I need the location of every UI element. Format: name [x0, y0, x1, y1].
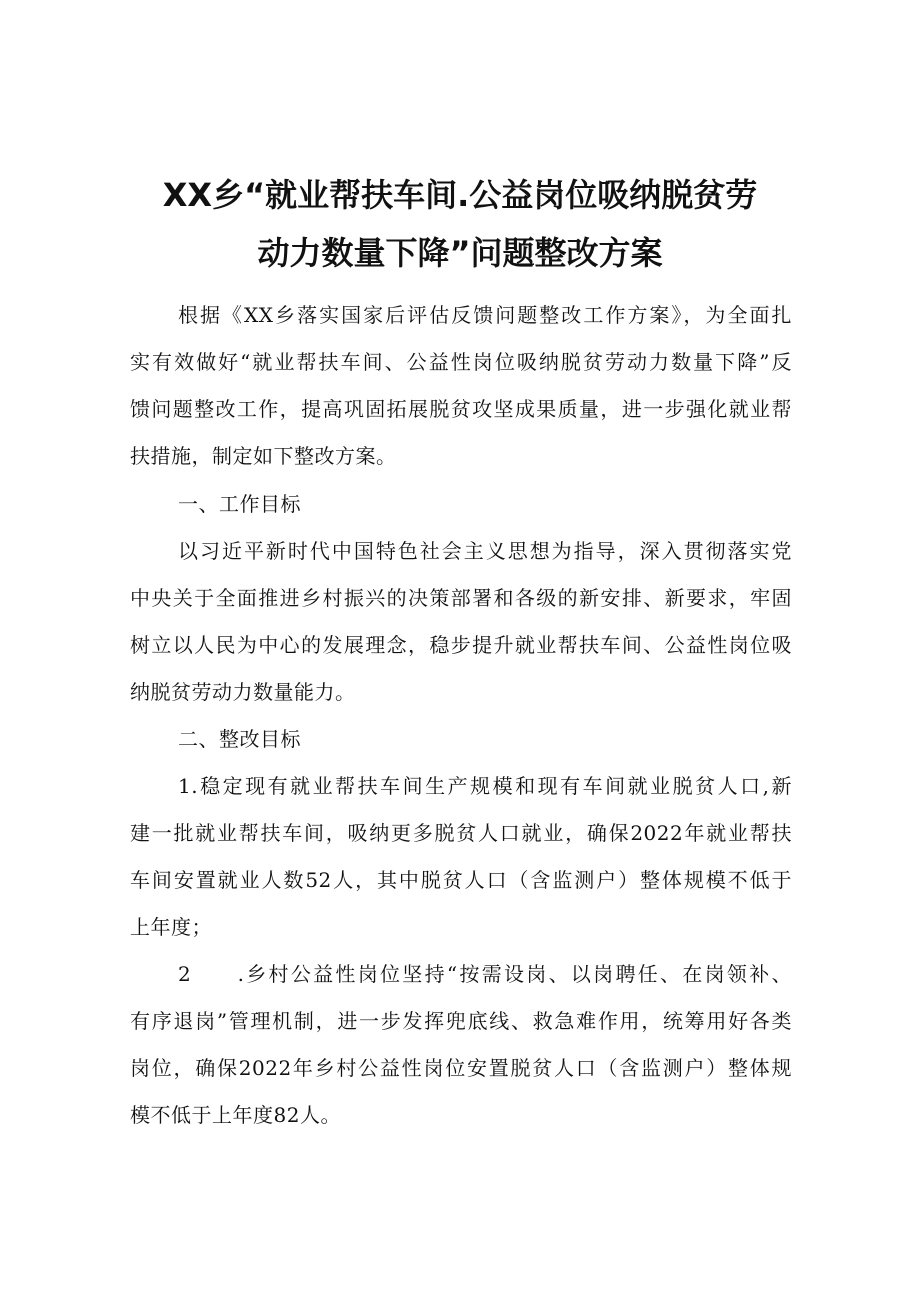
- item-1-line-2: 建一批就业帮扶车间，吸纳更多脱贫人口就业，确保2022年就业帮扶: [130, 821, 792, 845]
- section-1-line-1: 以习近平新时代中国特色社会主义思想为指导，深入贯彻落实党: [178, 539, 792, 563]
- item-2-line-2: 有序退岗”管理机制，进一步发挥兜底线、救急难作用，统筹用好各类: [130, 1009, 792, 1033]
- item-2-line-1: 2 .乡村公益性岗位坚持“按需设岗、以岗聘任、在岗领补、: [178, 962, 792, 986]
- item-1-line-1: 1.稳定现有就业帮扶车间生产规模和现有车间就业脱贫人口,新: [178, 774, 792, 798]
- section-1-line-2: 中央关于全面推进乡村振兴的决策部署和各级的新安排、新要求，牢固: [130, 586, 792, 610]
- section-1-heading: 一、工作目标: [178, 492, 301, 516]
- document-title: [100, 166, 820, 282]
- intro-line-4: 扶措施，制定如下整改方案。: [130, 444, 397, 468]
- intro-line-1: 根据《XX乡落实国家后评估反馈问题整改工作方案》，为全面扎: [178, 303, 792, 327]
- intro-line-2: 实有效做好“就业帮扶车间、公益性岗位吸纳脱贫劳动力数量下降”反: [130, 350, 792, 374]
- section-1-line-3: 树立以人民为中心的发展理念，稳步提升就业帮扶车间、公益性岗位吸: [130, 633, 792, 657]
- title-line-2: 动力数量下降”问题整改方案: [257, 234, 663, 272]
- item-1-line-3: 车间安置就业人数52人，其中脱贫人口（含监测户）整体规模不低于: [130, 868, 792, 892]
- item-1-line-4: 上年度；: [130, 915, 212, 939]
- section-1-line-4: 纳脱贫劳动力数量能力。: [130, 680, 356, 704]
- section-2-heading: 二、整改目标: [178, 727, 301, 751]
- title-line-1: XX乡“就业帮扶车间.公益岗位吸纳脱贫劳: [162, 176, 758, 214]
- item-2-line-3: 岗位，确保2022年乡村公益性岗位安置脱贫人口（含监测户）整体规: [130, 1056, 792, 1080]
- intro-line-3: 馈问题整改工作，提高巩固拓展脱贫攻坚成果质量，进一步强化就业帮: [130, 397, 792, 421]
- item-2-line-4: 模不低于上年度82人。: [130, 1103, 341, 1127]
